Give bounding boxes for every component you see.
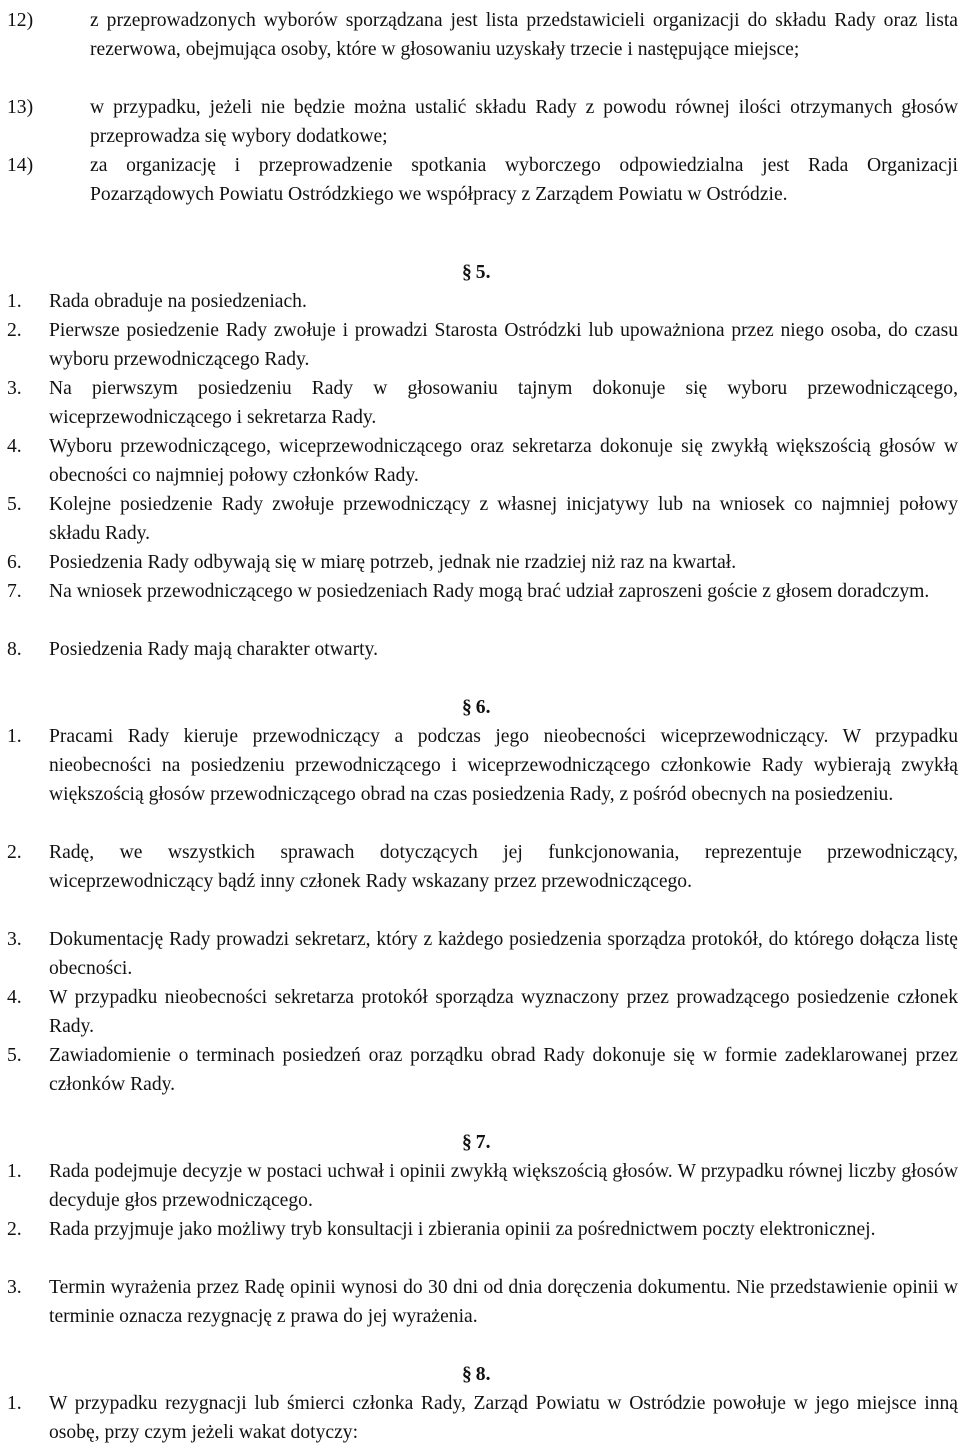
list-item [7, 287, 958, 316]
section-symbol: § [462, 1132, 472, 1153]
list-item-number: 4. [7, 436, 22, 457]
list-item [7, 1215, 958, 1244]
list-item-number: 8. [7, 639, 22, 660]
section-heading [462, 1360, 491, 1389]
section-number: 6. [475, 697, 491, 718]
list-item-number: 1. [7, 1393, 22, 1414]
list-item-text: Rada podejmuje decyzje w postaci uchwał i opinii zwykłą większością głosów. W przypadku równej liczby głosów decyduje głos przewodniczącego. [49, 1161, 958, 1211]
list-item-text: Na pierwszym posiedzeniu Rady w głosowaniu tajnym dokonuje się wyboru przewodniczącego, wiceprzewodniczącego i sekretarza Rady. [49, 378, 958, 428]
list-item-number: 3. [7, 1277, 22, 1298]
list-item [7, 316, 958, 374]
list-item [7, 925, 958, 983]
list-item-text: Pierwsze posiedzenie Rady zwołuje i prowadzi Starosta Ostródzki lub upoważniona przez niego osoba, do czasu wyboru przewodniczącego Rady. [49, 320, 958, 370]
section-symbol: § [462, 262, 472, 283]
list-item [7, 490, 958, 548]
list-item [7, 838, 958, 896]
section-number: 5. [475, 262, 491, 283]
list-item [7, 1273, 958, 1331]
list-item-number: 4. [7, 987, 22, 1008]
list-item-text: Posiedzenia Rady odbywają się w miarę potrzeb, jednak nie rzadziej niż raz na kwartał. [49, 552, 737, 573]
list-item-text: z przeprowadzonych wyborów sporządzana jest lista przedstawicieli organizacji do składu Rady oraz lista rezerwowa, obejmująca osoby, które w głosowaniu uzyskały trzecie i następujące miejsce; [90, 10, 958, 60]
section-heading [462, 693, 491, 722]
list-item [7, 432, 958, 490]
section-heading [462, 258, 491, 287]
list-item-number: 6. [7, 552, 22, 573]
list-item-text: W przypadku nieobecności sekretarza protokół sporządza wyznaczony przez prowadzącego posiedzenie członek Rady. [49, 987, 958, 1037]
list-item-number: 1. [7, 291, 22, 312]
list-item-number: 5. [7, 494, 22, 515]
list-item-text: Dokumentację Rady prowadzi sekretarz, który z każdego posiedzenia sporządza protokół, do którego dołącza listę obecności. [49, 929, 958, 979]
list-item-text: za organizację i przeprowadzenie spotkania wyborczego odpowiedzialna jest Rada Organizacji Pozarządowych Powiatu Ostródzkiego we współpracy z Zarządem Powiatu w Ostródzie. [90, 155, 958, 205]
section-symbol: § [462, 1364, 472, 1385]
list-item [7, 6, 958, 64]
list-item [7, 548, 958, 577]
list-item-text: Pracami Rady kieruje przewodniczący a podczas jego nieobecności wiceprzewodniczący. W przypadku nieobecności na posiedzeniu przewodniczącego i wiceprzewodniczącego członkowie Rady wybierają zwykłą większością głosów przewodniczącego obrad na czas posiedzenia Rady, z pośród obecnych na posiedzeniu. [49, 726, 958, 805]
section-number: 8. [475, 1364, 491, 1385]
list-item [7, 577, 958, 606]
list-item [7, 1041, 958, 1099]
list-item-number: 3. [7, 929, 22, 950]
list-item-number: 1. [7, 726, 22, 747]
list-item-text: Zawiadomienie o terminach posiedzeń oraz porządku obrad Rady dokonuje się w formie zadeklarowanej przez członków Rady. [49, 1045, 958, 1095]
list-item [7, 1157, 958, 1215]
section-number: 7. [475, 1132, 491, 1153]
list-item [7, 635, 958, 664]
list-item-text: Rada obraduje na posiedzeniach. [49, 291, 307, 312]
list-item-text: W przypadku rezygnacji lub śmierci członka Rady, Zarząd Powiatu w Ostródzie powołuje w jego miejsce inną osobę, przy czym jeżeli wakat dotyczy: [49, 1393, 958, 1443]
list-item-text: Wyboru przewodniczącego, wiceprzewodniczącego oraz sekretarza dokonuje się zwykłą większością głosów w obecności co najmniej połowy członków Rady. [49, 436, 958, 486]
list-item-text: w przypadku, jeżeli nie będzie można ustalić składu Rady z powodu równej ilości otrzymanych głosów przeprowadza się wybory dodatkowe; [90, 97, 958, 147]
list-item-text: Radę, we wszystkich sprawach dotyczących jej funkcjonowania, reprezentuje przewodniczący, wiceprzewodniczący bądź inny członek Rady wskazany przez przewodniczącego. [49, 842, 958, 892]
list-item-number: 13) [7, 97, 34, 118]
list-item-text: Rada przyjmuje jako możliwy tryb konsultacji i zbierania opinii za pośrednictwem poczty elektronicznej. [49, 1219, 876, 1240]
list-item-number: 5. [7, 1045, 22, 1066]
list-item-text: Termin wyrażenia przez Radę opinii wynosi do 30 dni od dnia doręczenia dokumentu. Nie przedstawienie opinii w terminie oznacza rezygnację z prawa do jej wyrażenia. [49, 1277, 958, 1327]
list-item-number: 1. [7, 1161, 22, 1182]
section-heading [462, 1128, 491, 1157]
list-item-number: 2. [7, 842, 22, 863]
list-item [7, 374, 958, 432]
section-symbol: § [462, 697, 472, 718]
list-item-number: 14) [7, 155, 34, 176]
list-item-text: Na wniosek przewodniczącego w posiedzeniach Rady mogą brać udział zaproszeni goście z głosem doradczym. [49, 581, 930, 602]
list-item [7, 1389, 958, 1447]
list-item [7, 983, 958, 1041]
list-item-number: 3. [7, 378, 22, 399]
list-item-number: 12) [7, 10, 34, 31]
list-item-number: 7. [7, 581, 22, 602]
list-item-text: Kolejne posiedzenie Rady zwołuje przewodniczący z własnej inicjatywy lub na wniosek co najmniej połowy składu Rady. [49, 494, 958, 544]
list-item [7, 93, 958, 151]
list-item [7, 722, 958, 809]
list-item-text: Posiedzenia Rady mają charakter otwarty. [49, 639, 378, 660]
list-item-number: 2. [7, 320, 22, 341]
list-item [7, 151, 958, 209]
list-item-number: 2. [7, 1219, 22, 1240]
